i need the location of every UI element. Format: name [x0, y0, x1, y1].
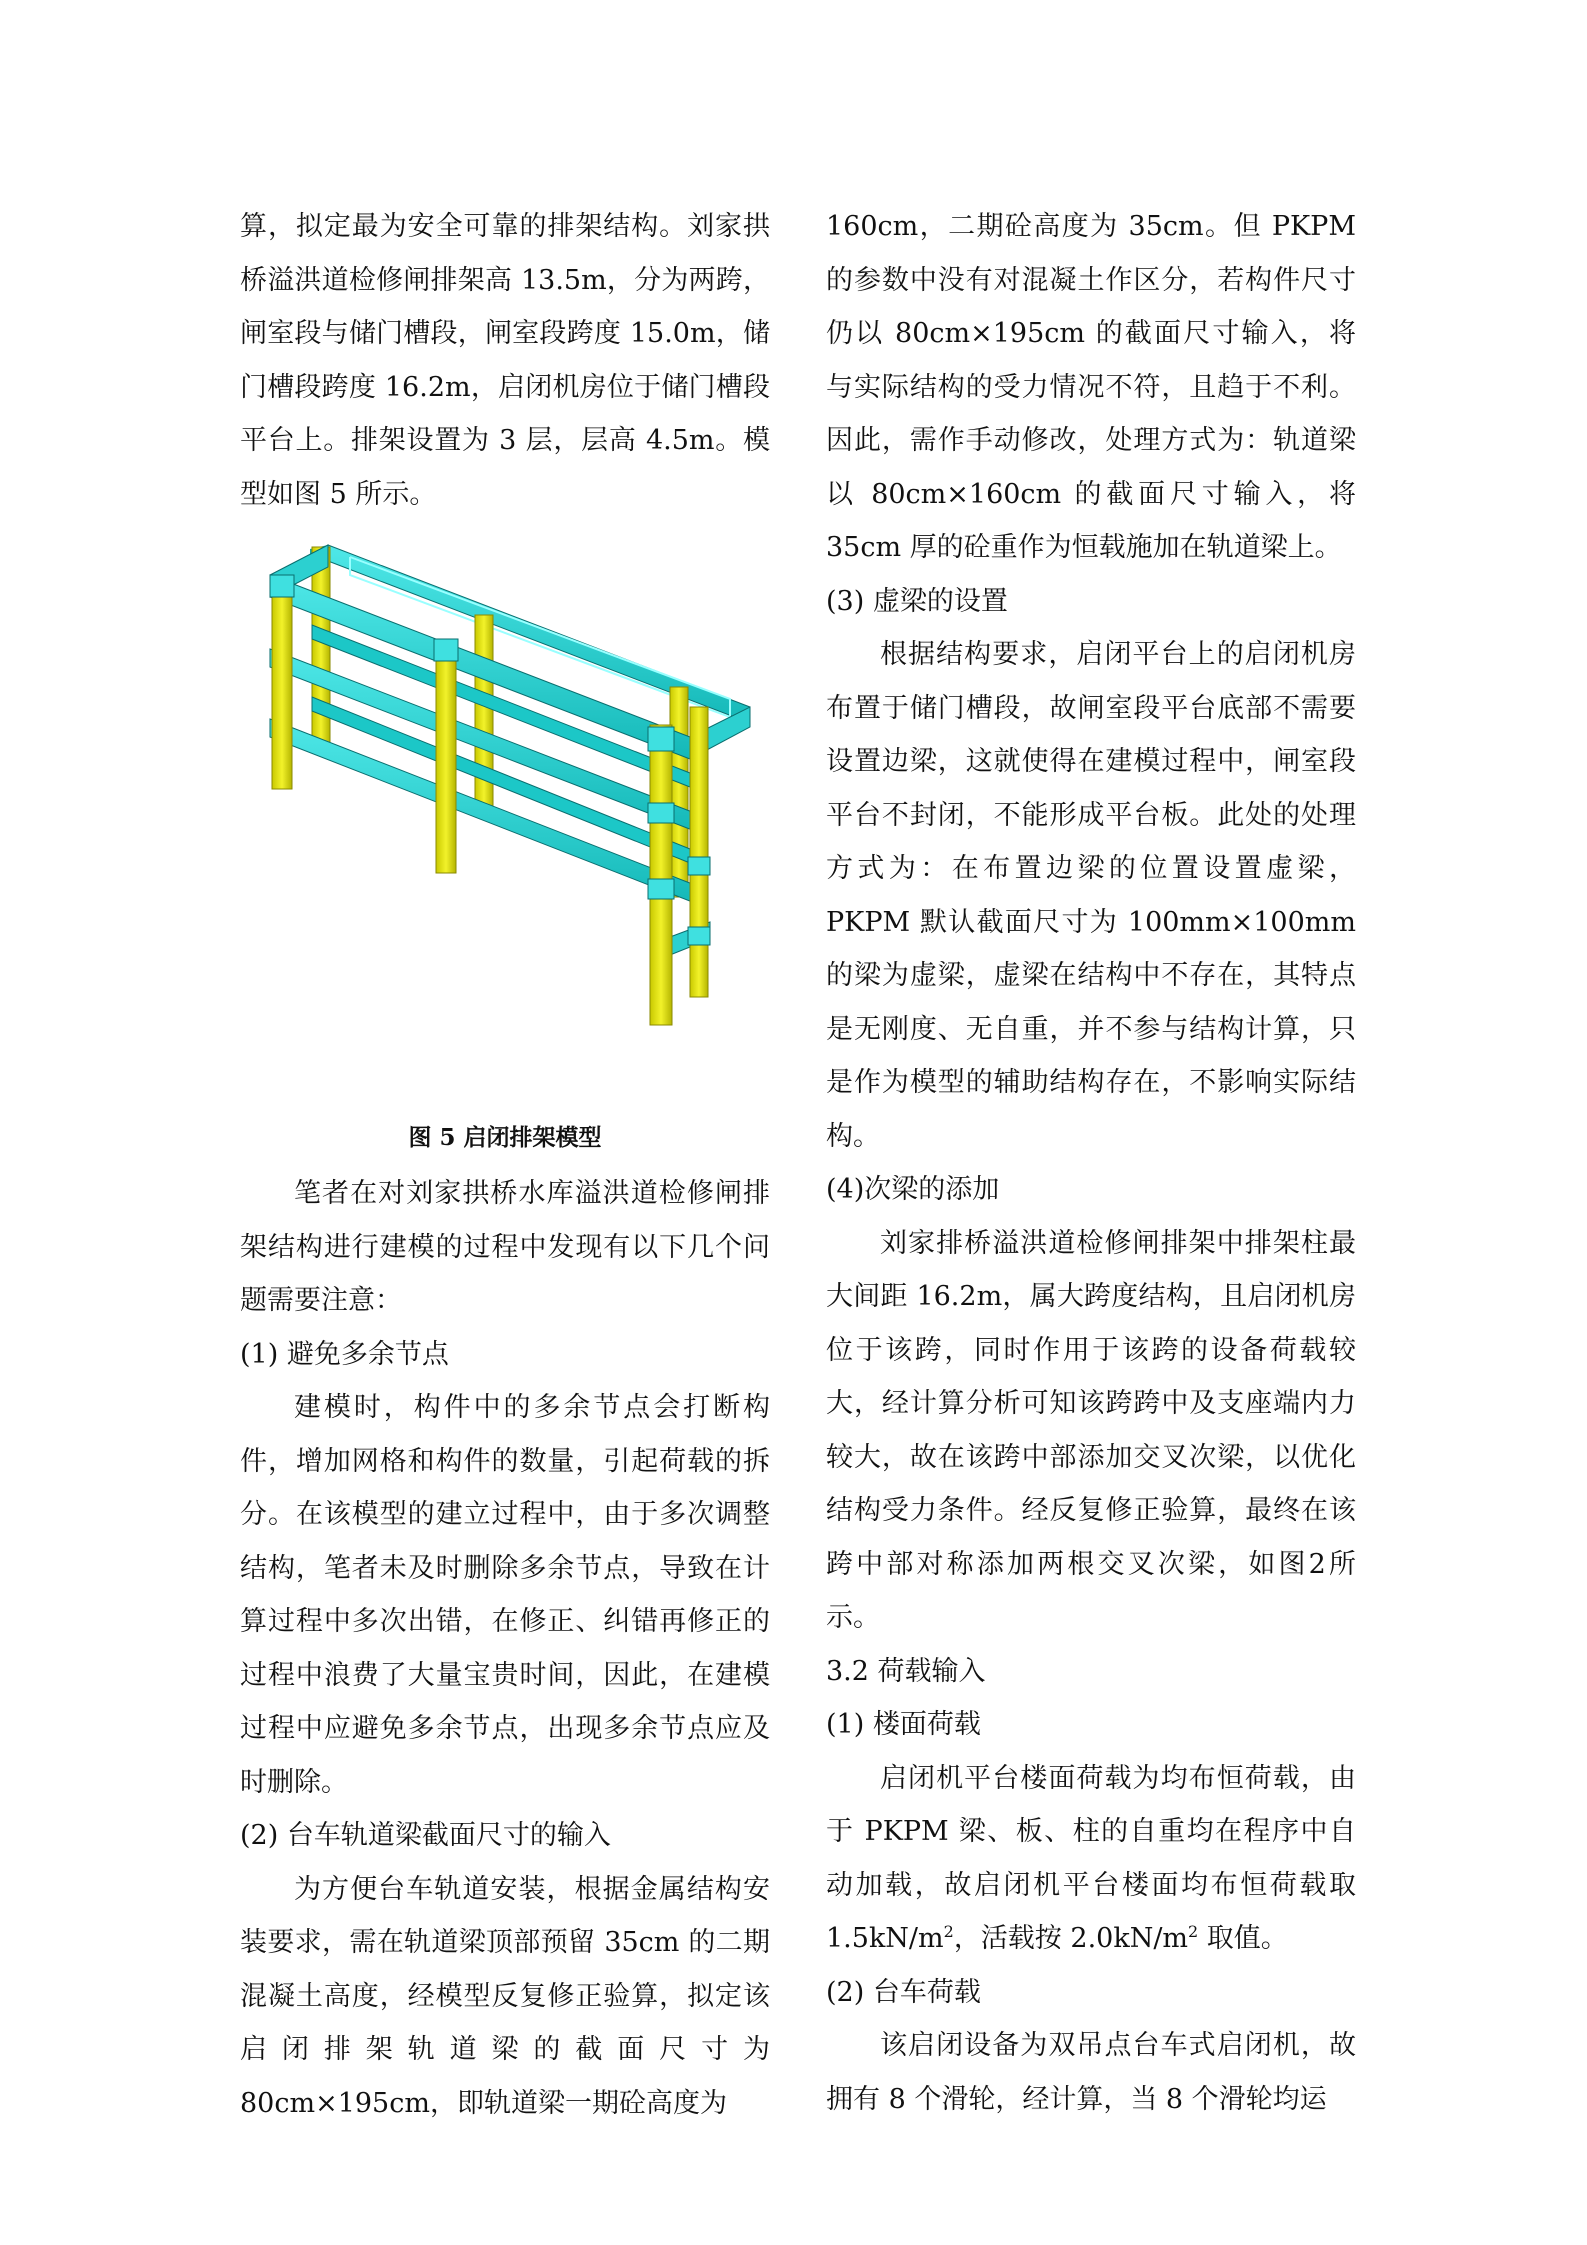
section-heading: (4)次梁的添加 — [826, 1174, 1000, 1205]
paragraph: 算，拟定最为安全可靠的排架结构。刘家拱桥溢洪道检修闸排架高 13.5m，分为两跨，闸室段与储门槽段，闸室段跨度 15.0m，储门槽段跨度 16.2m，启闭机房位于储门槽段平台上。排架设置为 3 层，层高 4.5m。模型如图 5 所示。 — [240, 211, 770, 510]
paragraph: 笔者在对刘家拱桥水库溢洪道检修闸排架结构进行建模的过程中发现有以下几个问题需要注意： — [240, 1178, 770, 1316]
paragraph: 为方便台车轨道安装，根据金属结构安装要求，需在轨道梁顶部预留 35cm 的二期混凝土高度，经模型反复修正验算，拟定该启闭排架轨道梁的截面尺寸为 80cm×195cm，即轨道梁一期砼高度为 — [240, 1873, 770, 2119]
paragraph: 根据结构要求，启闭平台上的启闭机房布置于储门槽段，故闸室段平台底部不需要设置边梁，这就使得在建模过程中，闸室段平台不封闭，不能形成平台板。此处的处理方式为：在布置边梁的位置设置虚梁，PKPM 默认截面尺寸为 100mm×100mm 的梁为虚梁，虚梁在结构中不存在，其特点是无刚度、无自重，并不参与结构计算，只是作为模型的辅助结构存在，不影响实际结构。 — [826, 639, 1356, 1152]
paragraph: 刘家排桥溢洪道检修闸排架中排架柱最大间距 16.2m，属大跨度结构，且启闭机房位于该跨，同时作用于该跨的设备荷载较大，经计算分析可知该跨跨中及支座端内力较大，故在该跨中部添加交叉次梁，以优化结构受力条件。经反复修正验算，最终在该跨中部对称添加两根交叉次梁，如图2所示。 — [826, 1227, 1356, 1633]
section-heading: (1) 楼面荷载 — [826, 1709, 981, 1740]
section-heading: (2) 台车轨道梁截面尺寸的输入 — [240, 1820, 611, 1851]
section-heading: 3.2 荷载输入 — [826, 1655, 986, 1687]
text-run: ，活载按 2.0kN/m — [953, 1923, 1189, 1954]
superscript: 2 — [1188, 1922, 1199, 1941]
figure-caption: 图 5 启闭排架模型 — [408, 1124, 602, 1151]
section-heading: (1) 避免多余节点 — [240, 1338, 449, 1370]
text-run: 启闭机平台楼面荷载为均布恒荷载，由于 PKPM 梁、板、柱的自重均在程序中自动加载，故启闭机平台楼面均布恒荷载取 1.5kN/m — [826, 1762, 1356, 1954]
paragraph: 该启闭设备为双吊点台车式启闭机，故拥有 8 个滑轮，经计算，当 8 个滑轮均运 — [826, 2030, 1356, 2115]
paragraph — [826, 1752, 1356, 1966]
frame-model-illustration — [250, 527, 760, 1107]
paragraph: 建模时，构件中的多余节点会打断构件，增加网格和构件的数量，引起荷载的拆分。在该模型的建立过程中，由于多次调整结构，笔者未及时删除多余节点，导致在计算过程中多次出错，在修正、纠错再修正的过程中浪费了大量宝贵时间，因此，在建模过程中应避免多余节点，出现多余节点应及时删除。 — [240, 1392, 770, 1798]
left-column — [240, 200, 770, 2130]
paragraph: 160cm，二期砼高度为 35cm。但 PKPM 的参数中没有对混凝土作区分，若构件尺寸仍以 80cm×195cm 的截面尺寸输入，将与实际结构的受力情况不符，且趋于不利。因此，需作手动修改，处理方式为：轨道梁以 80cm×160cm 的截面尺寸输入，将 35cm 厚的砼重作为恒载施加在轨道梁上。 — [826, 211, 1356, 563]
text-run: 取值。 — [1198, 1923, 1288, 1954]
section-heading: (2) 台车荷载 — [826, 1976, 981, 2008]
right-column — [826, 200, 1356, 2126]
superscript: 2 — [943, 1922, 954, 1941]
section-heading: (3) 虚梁的设置 — [826, 585, 1008, 617]
figure-5 — [240, 527, 770, 1167]
